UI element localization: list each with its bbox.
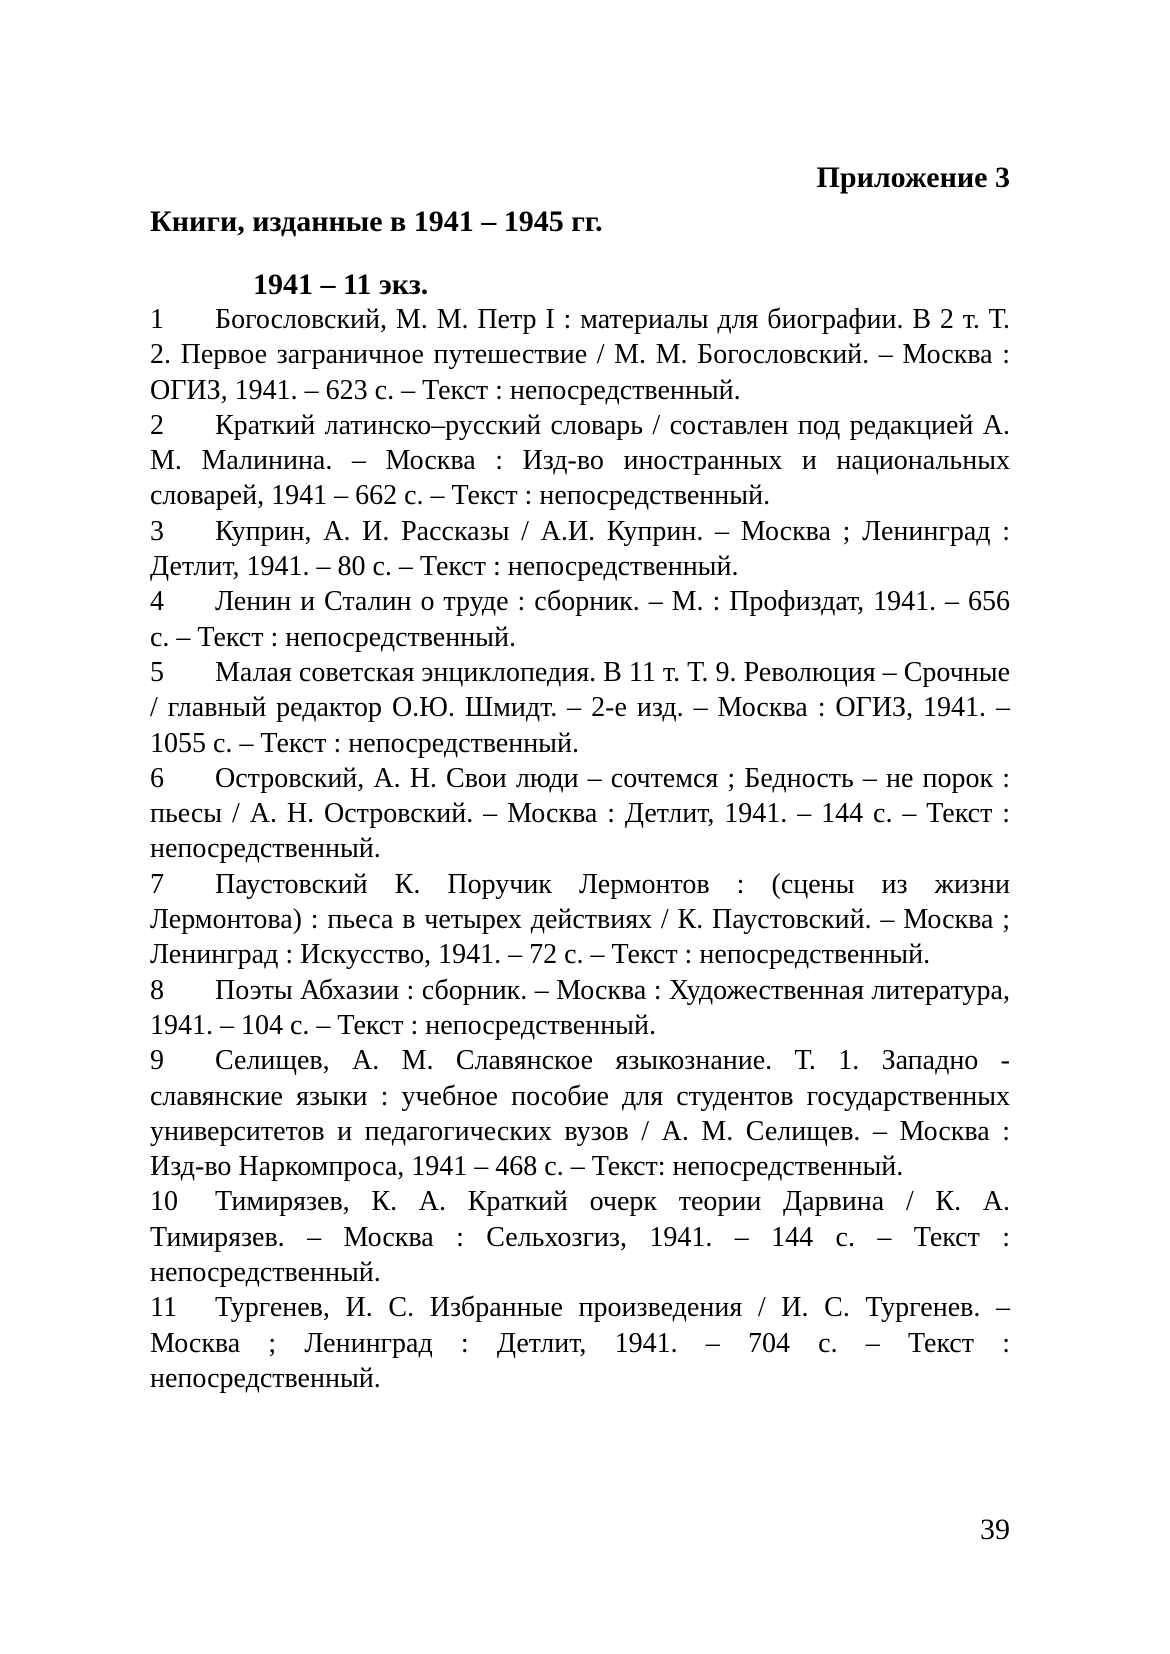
entry-text: Паустовский К. Поручик Лермонтов : (сцены из жизни Лермонтова) : пьеса в четырех действиях / К. Паустовский. – Москва ; Ленинград : Искусство, 1941. – 72 с. – Текст : непосредственный. (150, 868, 1010, 971)
bibliography-entry (150, 1043, 1010, 1184)
appendix-label: Приложение 3 (816, 161, 1010, 194)
entry-text: Поэты Абхазии : сборник. – Москва : Художественная литература, 1941. – 104 с. – Текст : непосредственный. (150, 974, 1010, 1041)
entry-text: Богословский, М. М. Петр I : материалы для биографии. В 2 т. Т. 2. Первое заграничное путешествие / М. М. Богословский. – Москва : ОГИЗ, 1941. – 623 с. – Текст : непосредственный. (150, 304, 1010, 406)
section-heading-1941: 1941 – 11 экз. (253, 268, 429, 301)
entry-number: 10 (150, 1186, 178, 1218)
bibliography-entry (150, 514, 1010, 585)
bibliography-entry (150, 302, 1010, 408)
bibliography-entry (150, 655, 1010, 761)
entry-number: 5 (150, 656, 164, 688)
page-number: 39 (980, 1513, 1010, 1546)
entry-number: 1 (150, 304, 164, 335)
entry-text: Тургенев, И. С. Избранные произведения / И. С. Тургенев. – Москва ; Ленинград : Детлит, 1941. – 704 с. – Текст : непосредственный. (150, 1292, 1010, 1394)
bibliography-entry (150, 1290, 1010, 1396)
entry-number: 8 (150, 974, 164, 1006)
entry-number: 2 (150, 409, 164, 441)
entry-text: Островский, А. Н. Свои люди – сочтемся ; Бедность – не порок : пьесы / А. Н. Островский. – Москва : Детлит, 1941. – 144 с. – Текст : непосредственный. (150, 762, 1010, 865)
bibliography-entry (150, 761, 1010, 867)
entry-text: Ленин и Сталин о труде : сборник. – М. : Профиздат, 1941. – 656 с. – Текст : непосредственный. (150, 586, 1010, 653)
entry-number: 11 (150, 1292, 177, 1324)
bibliography-entry (150, 1184, 1010, 1290)
entry-text: Куприн, А. И. Рассказы / А.И. Куприн. – Москва ; Ленинград : Детлит, 1941. – 80 с. – Текст : непосредственный. (150, 515, 1010, 583)
bibliography-list (150, 302, 1010, 1396)
entry-number: 7 (150, 868, 164, 900)
entry-text: Малая советская энциклопедия. В 11 т. Т. 9. Революция – Срочные / главный редактор О.Ю. Шмидт. – 2-е изд. – Москва : ОГИЗ, 1941. – 1055 с. – Текст : непосредственный. (150, 656, 1010, 759)
bibliography-entry (150, 973, 1010, 1044)
entry-number: 6 (150, 762, 164, 794)
entry-text: Тимирязев, К. А. Краткий очерк теории Дарвина / К. А. Тимирязев. – Москва : Сельхозгиз, 1941. – 144 с. – Текст : непосредственный. (150, 1186, 1010, 1289)
bibliography-entry (150, 867, 1010, 973)
page-title: Книги, изданные в 1941 – 1945 гг. (150, 205, 603, 238)
bibliography-entry (150, 408, 1010, 514)
document-page (150, 160, 1010, 1396)
entry-number: 4 (150, 586, 164, 618)
entry-number: 9 (150, 1045, 164, 1077)
bibliography-entry (150, 584, 1010, 655)
entry-number: 3 (150, 515, 164, 547)
entry-text: Краткий латинско–русский словарь / составлен под редакцией А. М. Малинина. – Москва : Изд-во иностранных и национальных словарей, 1941 – 662 с. – Текст : непосредственный. (150, 409, 1010, 512)
entry-text: Селищев, А. М. Славянское языкознание. Т. 1. Западно - славянские языки : учебное пособие для студентов государственных университетов и педагогических вузов / А. М. Селищев. – Москва : Изд-во Наркомпроса, 1941 – 468 с. – Текст: непосредственный. (150, 1045, 1010, 1183)
